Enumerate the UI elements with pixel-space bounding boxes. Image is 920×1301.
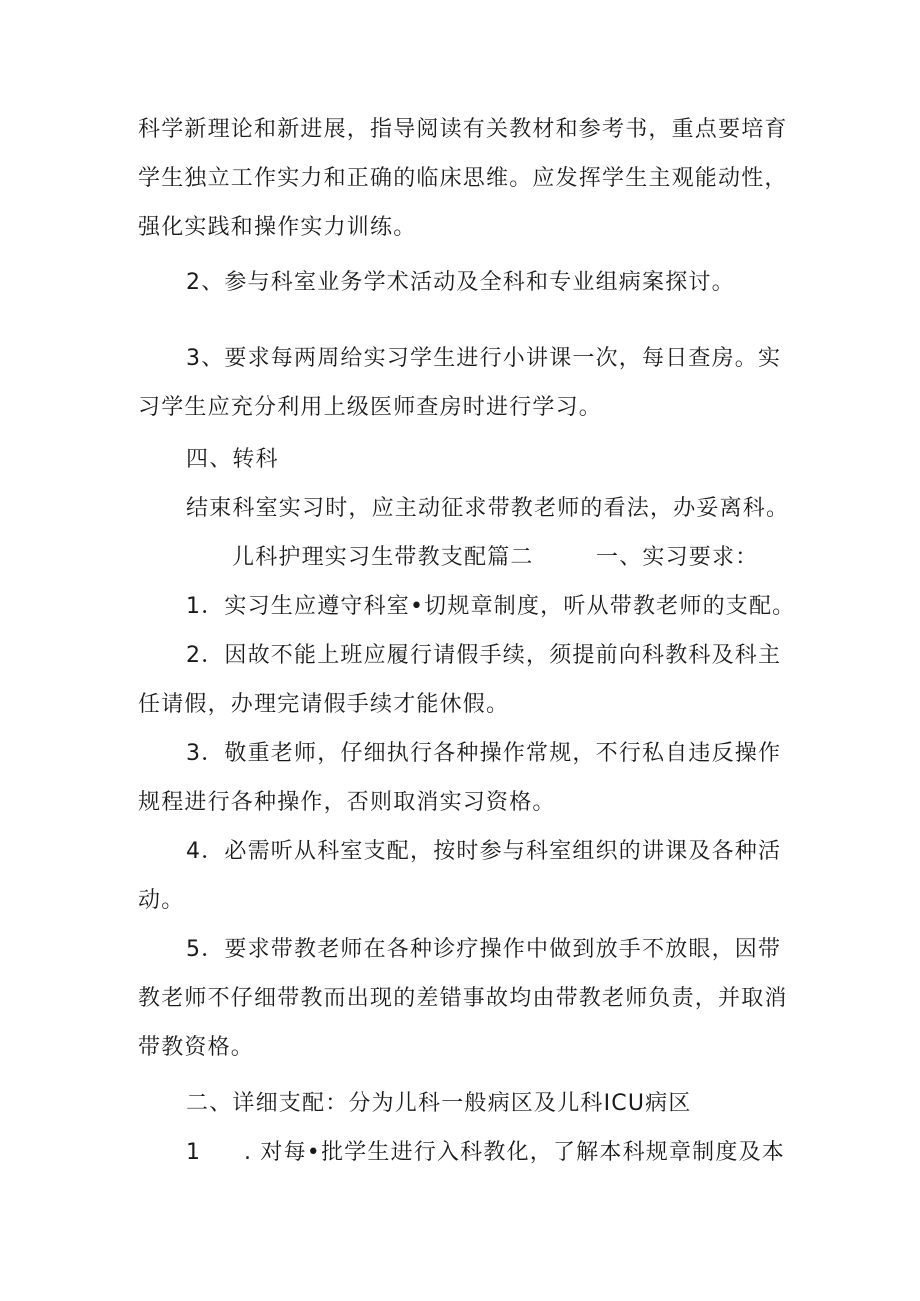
list-item: 2．因故不能上班应履行请假手续，须提前向科教科及科主 xyxy=(186,643,782,668)
paragraph-line: 科学新理论和新进展，指导阅读有关教材和参考书，重点要培育 xyxy=(138,117,788,142)
list-item-number: 1 xyxy=(186,1140,202,1165)
list-item: 3．敬重老师，仔细执行各种操作常规，不行私自违反操作 xyxy=(186,741,782,766)
list-item: 1．实习生应遵守科室•切规章制度，听从带教老师的支配。 xyxy=(186,594,796,619)
paragraph-line: 结束科室实习时，应主动征求带教老师的看法，办妥离科。 xyxy=(186,496,790,521)
section-heading: 二、详细支配：分为儿科一般病区及儿科ICU病区 xyxy=(186,1091,692,1116)
list-item: 5．要求带教老师在各种诊疗操作中做到放手不放眼，因带 xyxy=(186,937,782,962)
paragraph-line: 2、参与科室业务学术活动及全科和专业组病案探讨。 xyxy=(186,270,735,295)
section-heading: 一、实习要求： xyxy=(596,545,759,570)
section-heading: 四、转科 xyxy=(186,447,279,472)
paragraph-line: 强化实践和操作实力训练。 xyxy=(138,215,417,240)
paragraph-line: 习学生应充分利用上级医师查房时进行学习。 xyxy=(138,395,603,420)
paragraph-line: 任请假，办理完请假手续才能休假。 xyxy=(138,692,510,717)
article-title: 儿科护理实习生带教支配篇二 xyxy=(232,545,534,570)
paragraph-line: 3、要求每两周给实习学生进行小讲课一次，每日查房。实 xyxy=(186,346,782,371)
list-item: 4．必需听从科室支配，按时参与科室组织的讲课及各种活 xyxy=(186,839,782,864)
paragraph-line: 学生独立工作实力和正确的临床思维。应发挥学生主观能动性， xyxy=(138,166,788,191)
paragraph-line: 动。 xyxy=(138,888,185,913)
paragraph-line: 规程进行各种操作，否则取消实习资格。 xyxy=(138,790,556,815)
list-item: . 对每•批学生进行入科教化，了解本科规章制度及本 xyxy=(244,1140,785,1165)
paragraph-line: 带教资格。 xyxy=(138,1035,255,1060)
paragraph-line: 教老师不仔细带教而出现的差错事故均由带教老师负责，并取消 xyxy=(138,986,788,1011)
